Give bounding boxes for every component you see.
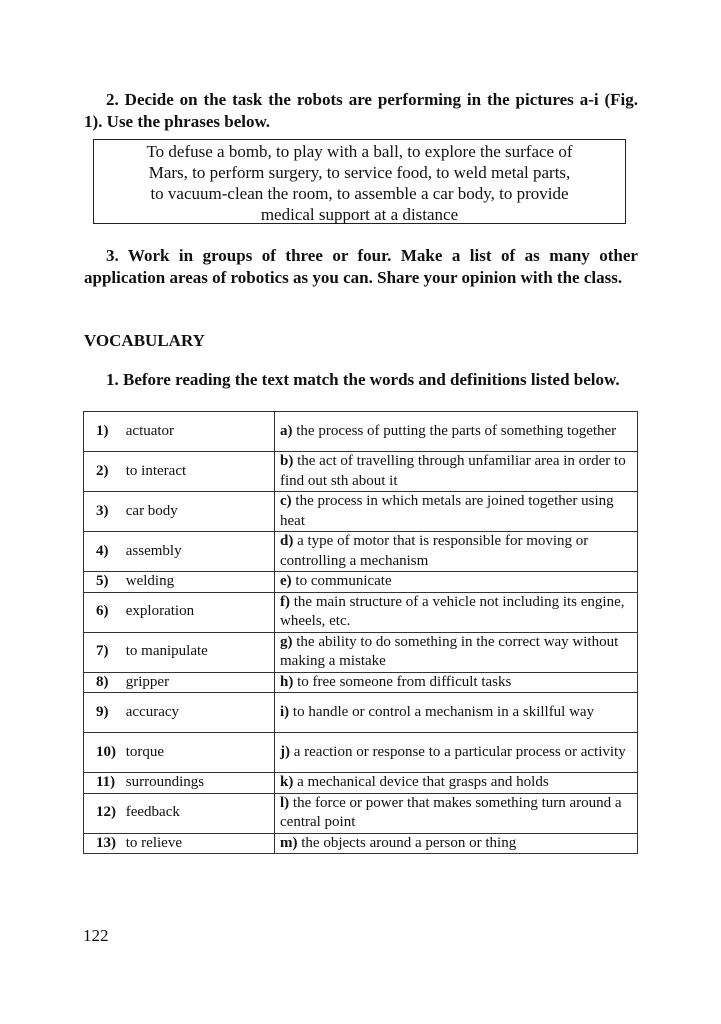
- definition-cell: [275, 773, 638, 794]
- word-number: 3): [96, 502, 109, 519]
- task-2: [84, 89, 638, 133]
- definition-letter: f): [280, 593, 290, 610]
- word-text: to interact: [125, 462, 187, 479]
- definition-letter: d): [280, 533, 294, 549]
- word-cell: [84, 793, 275, 833]
- table-row: [84, 492, 638, 532]
- definition-text: a mechanical device that grasps and holds: [297, 774, 549, 790]
- definition-letter: l): [280, 794, 290, 811]
- word-text: exploration: [125, 603, 195, 620]
- word-number: 9): [96, 703, 109, 720]
- definition-text: to communicate: [295, 573, 392, 589]
- word-text: car body: [125, 502, 178, 519]
- word-cell: [84, 733, 275, 773]
- definition-letter: i): [280, 703, 290, 720]
- definition-text: the force or power that makes something turn around a central point: [280, 794, 622, 830]
- vocabulary-task-1-number: 1.: [106, 370, 119, 389]
- definition-cell: [275, 452, 638, 492]
- word-cell: [84, 592, 275, 632]
- word-text: accuracy: [125, 703, 180, 720]
- word-text: surroundings: [125, 774, 205, 790]
- task-3: [84, 245, 638, 289]
- definition-text: the act of travelling through unfamiliar area in order to find out sth about it: [280, 453, 626, 489]
- phrase-line: To defuse a bomb, to play with a ball, to explore the surface of: [146, 142, 573, 161]
- task-2-text: Decide on the task the robots are performing in the pictures a-i (Fig. 1). Use the phrases below.: [84, 90, 638, 131]
- word-cell: [84, 452, 275, 492]
- definition-text: a type of motor that is responsible for moving or controlling a mechanism: [280, 533, 589, 569]
- vocabulary-heading: VOCABULARY: [84, 331, 205, 350]
- table-row: [84, 733, 638, 773]
- definition-text: a reaction or response to a particular process or activity: [293, 743, 626, 760]
- task-3-number: 3.: [106, 246, 119, 265]
- word-cell: [84, 672, 275, 693]
- definition-letter: k): [280, 774, 294, 790]
- word-number: 12): [96, 804, 116, 821]
- table-row: [84, 412, 638, 452]
- phrases-box: [93, 139, 626, 224]
- table-row: [84, 672, 638, 693]
- table-row: [84, 632, 638, 672]
- definition-letter: a): [280, 422, 293, 439]
- vocabulary-task-1: [84, 369, 638, 391]
- definition-letter: g): [280, 633, 293, 650]
- word-cell: [84, 412, 275, 452]
- word-number: 13): [96, 834, 116, 851]
- word-cell: [84, 492, 275, 532]
- word-number: 7): [96, 643, 109, 660]
- word-text: feedback: [125, 804, 180, 821]
- definition-letter: m): [280, 834, 298, 851]
- word-cell: [84, 632, 275, 672]
- word-text: gripper: [125, 673, 170, 690]
- word-number: 11): [96, 774, 116, 790]
- definition-letter: j): [280, 743, 290, 760]
- phrase-line: to vacuum-clean the room, to assemble a car body, to provide: [150, 184, 569, 203]
- definition-text: the objects around a person or thing: [301, 834, 517, 851]
- definition-cell: [275, 592, 638, 632]
- word-text: assembly: [125, 542, 182, 559]
- phrase-line: medical support at a distance: [260, 205, 459, 224]
- definition-cell: [275, 693, 638, 733]
- definition-cell: [275, 532, 638, 572]
- definition-letter: e): [280, 573, 292, 589]
- definition-cell: [275, 412, 638, 452]
- word-number: 10): [96, 743, 116, 760]
- table-row: [84, 773, 638, 794]
- table-row: [84, 452, 638, 492]
- task-3-text: Work in groups of three or four. Make a list of as many other application areas of robotics as you can. Share your opinion with the class.: [84, 246, 638, 287]
- word-number: 5): [96, 573, 109, 589]
- page-number: 122: [83, 926, 109, 945]
- word-text: to relieve: [125, 834, 182, 851]
- definition-cell: [275, 672, 638, 693]
- definition-letter: c): [280, 493, 292, 509]
- task-2-number: 2.: [106, 90, 119, 109]
- phrase-line: Mars, to perform surgery, to service food, to weld metal parts,: [148, 163, 571, 182]
- definition-cell: [275, 572, 638, 593]
- table-row: [84, 532, 638, 572]
- definition-cell: [275, 492, 638, 532]
- table-row: [84, 592, 638, 632]
- word-number: 1): [96, 422, 109, 439]
- definition-text: the process in which metals are joined together using heat: [280, 493, 614, 529]
- word-cell: [84, 572, 275, 593]
- definition-text: to free someone from difficult tasks: [297, 673, 512, 690]
- matching-table: [83, 411, 638, 854]
- table-row: [84, 693, 638, 733]
- word-number: 6): [96, 603, 109, 620]
- table-row: [84, 572, 638, 593]
- vocabulary-task-1-text: Before reading the text match the words and definitions listed below.: [123, 370, 620, 389]
- definition-text: the ability to do something in the correct way without making a mistake: [280, 633, 619, 669]
- definition-text: the main structure of a vehicle not including its engine, wheels, etc.: [280, 593, 625, 629]
- word-cell: [84, 532, 275, 572]
- word-cell: [84, 833, 275, 854]
- definition-letter: h): [280, 673, 294, 690]
- word-number: 8): [96, 673, 109, 690]
- word-number: 4): [96, 542, 109, 559]
- word-text: torque: [125, 743, 165, 760]
- definition-letter: b): [280, 453, 294, 469]
- word-text: to manipulate: [125, 643, 208, 660]
- word-number: 2): [96, 462, 109, 479]
- word-text: actuator: [125, 422, 175, 439]
- definition-text: the process of putting the parts of something together: [296, 422, 617, 439]
- definition-cell: [275, 632, 638, 672]
- word-cell: [84, 773, 275, 794]
- definition-cell: [275, 733, 638, 773]
- word-cell: [84, 693, 275, 733]
- definition-cell: [275, 793, 638, 833]
- definition-text: to handle or control a mechanism in a skillful way: [292, 703, 595, 720]
- table-row: [84, 833, 638, 854]
- definition-cell: [275, 833, 638, 854]
- word-text: welding: [125, 573, 175, 589]
- table-row: [84, 793, 638, 833]
